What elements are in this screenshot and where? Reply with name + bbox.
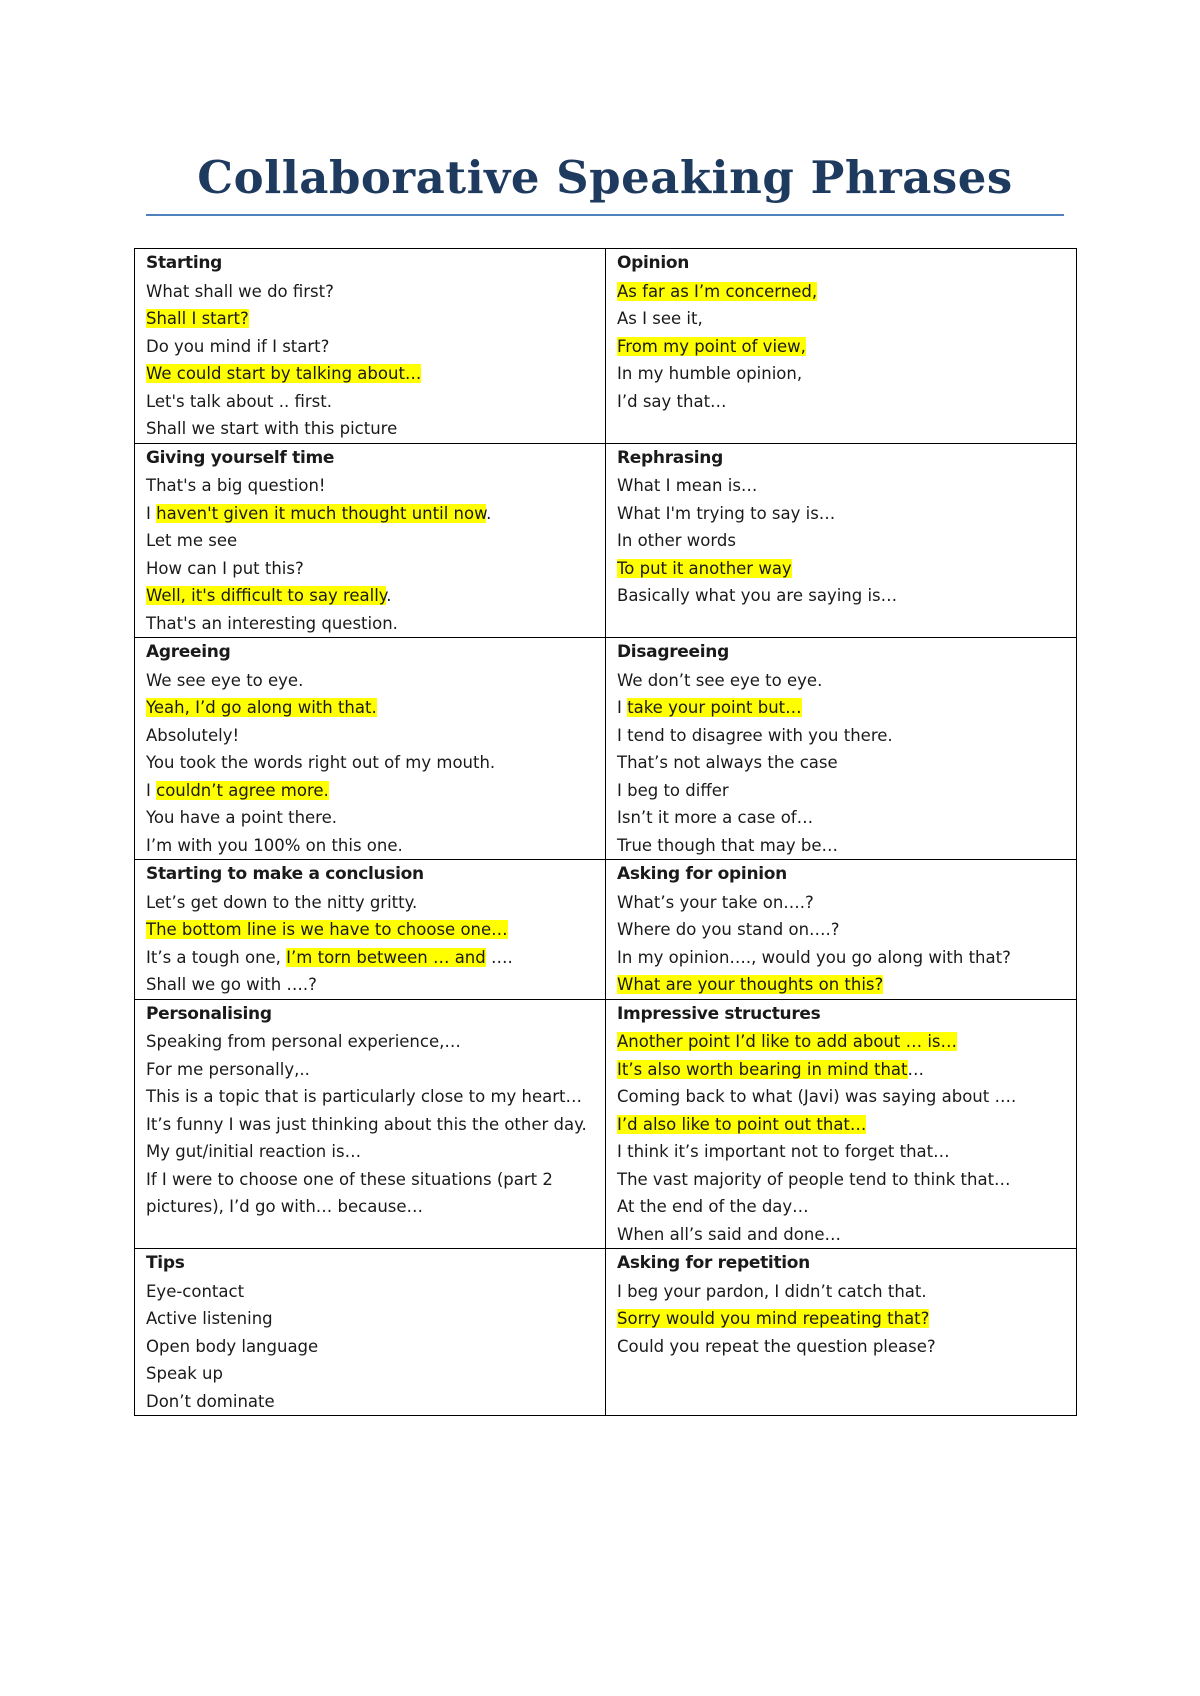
highlighted-phrase: Another point I’d like to add about … is… bbox=[617, 1032, 958, 1051]
phrase-line bbox=[617, 527, 1067, 555]
highlighted-phrase: What are your thoughts on this? bbox=[617, 975, 884, 994]
phrase-line bbox=[146, 278, 596, 306]
phrase-line bbox=[617, 971, 1067, 999]
highlighted-phrase: We could start by talking about… bbox=[146, 364, 422, 383]
phrase-line bbox=[146, 1138, 596, 1166]
phrase-line bbox=[617, 500, 1067, 528]
phrase-line bbox=[617, 1221, 1067, 1249]
phrase-text: The vast majority of people tend to think that… bbox=[617, 1169, 1011, 1189]
phrase-text: Basically what you are saying is… bbox=[617, 586, 898, 605]
phrase-text: What’s your take on….? bbox=[617, 892, 814, 912]
phrase-text: For me personally,.. bbox=[146, 1059, 310, 1079]
phrase-line bbox=[146, 360, 596, 388]
section-heading: Personalising bbox=[146, 1003, 272, 1024]
phrase-text: Speak up bbox=[146, 1364, 223, 1383]
phrase-line bbox=[146, 1083, 596, 1111]
phrase-line bbox=[617, 1056, 1067, 1084]
phrase-text: I bbox=[146, 503, 157, 523]
table-row bbox=[135, 443, 1077, 638]
phrase-text: When all’s said and done… bbox=[617, 1224, 841, 1244]
phrase-line bbox=[146, 1333, 596, 1361]
phrase-line bbox=[617, 555, 1067, 583]
highlighted-phrase: take your point but… bbox=[627, 698, 802, 717]
phrase-line bbox=[146, 1166, 596, 1221]
phrase-text: Isn’t it more a case of… bbox=[617, 808, 814, 827]
phrase-line bbox=[617, 1278, 1067, 1306]
table-row bbox=[135, 638, 1077, 860]
phrase-line bbox=[146, 555, 596, 583]
phrase-text: …. bbox=[485, 947, 513, 967]
phrase-text: It’s funny I was just thinking about this the other day. bbox=[146, 1114, 587, 1134]
highlighted-phrase: As far as I’m concerned, bbox=[617, 281, 818, 301]
phrase-text: How can I put this? bbox=[146, 558, 304, 578]
highlighted-phrase: couldn’t agree more. bbox=[156, 780, 329, 800]
phrase-text: We don’t see eye to eye. bbox=[617, 670, 823, 690]
section-heading: Opinion bbox=[617, 253, 690, 273]
phrase-text: In my humble opinion, bbox=[617, 364, 803, 383]
phrase-text: If I were to choose one of these situations (part 2 pictures), I’d go with… because… bbox=[146, 1169, 553, 1216]
section-cell-impressive-structures bbox=[606, 999, 1077, 1249]
phrase-text: Do you mind if I start? bbox=[146, 336, 330, 356]
phrase-line bbox=[146, 610, 596, 638]
section-heading: Asking for repetition bbox=[617, 1253, 810, 1273]
phrase-line bbox=[617, 278, 1067, 306]
phrase-line bbox=[146, 832, 596, 860]
phrase-line bbox=[146, 500, 596, 528]
phrase-line bbox=[146, 667, 596, 695]
highlighted-phrase: Yeah, I’d go along with that. bbox=[146, 698, 377, 717]
phrase-text: What I mean is… bbox=[617, 476, 758, 495]
phrase-text: You took the words right out of my mouth. bbox=[146, 753, 496, 772]
phrase-text: Don’t dominate bbox=[146, 1391, 275, 1411]
section-cell-agreeing bbox=[135, 638, 606, 860]
phrase-text: Where do you stand on….? bbox=[617, 920, 840, 939]
phrase-line bbox=[617, 1333, 1067, 1361]
phrase-line bbox=[617, 1111, 1067, 1139]
section-heading: Asking for opinion bbox=[617, 864, 787, 884]
phrase-line bbox=[617, 472, 1067, 500]
highlighted-phrase: To put it another way bbox=[617, 558, 792, 578]
phrase-line bbox=[617, 1305, 1067, 1333]
phrase-text: Let's talk about .. first. bbox=[146, 391, 332, 411]
phrase-text: In my opinion…., would you go along with that? bbox=[617, 947, 1011, 967]
table-row bbox=[135, 249, 1077, 444]
phrase-text: I bbox=[617, 698, 628, 717]
phrase-line bbox=[617, 1028, 1067, 1056]
phrase-text: I bbox=[146, 780, 157, 800]
phrase-text: You have a point there. bbox=[146, 808, 337, 827]
phrase-text: I beg to differ bbox=[617, 780, 729, 800]
phrase-text: Absolutely! bbox=[146, 725, 240, 745]
phrase-line bbox=[146, 777, 596, 805]
phrase-line bbox=[617, 388, 1067, 416]
phrase-text: It’s a tough one, bbox=[146, 947, 287, 967]
section-heading: Rephrasing bbox=[617, 447, 723, 468]
phrase-line bbox=[146, 1388, 596, 1416]
phrase-line bbox=[146, 722, 596, 750]
phrase-line bbox=[146, 415, 596, 443]
section-cell-rephrasing bbox=[606, 443, 1077, 638]
section-heading: Agreeing bbox=[146, 642, 231, 662]
phrase-text: … bbox=[907, 1059, 925, 1079]
phrase-text: I beg your pardon, I didn’t catch that. bbox=[617, 1281, 927, 1301]
section-cell-opinion bbox=[606, 249, 1077, 444]
phrase-line bbox=[617, 944, 1067, 972]
phrase-text: Shall we start with this picture bbox=[146, 419, 398, 438]
section-cell-asking-for-repetition bbox=[606, 1249, 1077, 1416]
phrase-line bbox=[146, 582, 596, 610]
phrase-text: Open body language bbox=[146, 1336, 319, 1356]
section-heading: Starting to make a conclusion bbox=[146, 864, 424, 884]
phrase-line bbox=[617, 1083, 1067, 1111]
phrase-line bbox=[146, 388, 596, 416]
phrase-line bbox=[617, 749, 1067, 777]
phrase-line bbox=[617, 1193, 1067, 1221]
section-heading: Tips bbox=[146, 1253, 185, 1273]
phrase-line bbox=[146, 1278, 596, 1306]
section-heading: Impressive structures bbox=[617, 1003, 821, 1024]
phrase-line bbox=[146, 333, 596, 361]
phrase-line bbox=[146, 749, 596, 777]
phrase-text: Could you repeat the question please? bbox=[617, 1336, 936, 1356]
table-row bbox=[135, 999, 1077, 1249]
phrase-line bbox=[617, 1138, 1067, 1166]
phrase-line bbox=[617, 889, 1067, 917]
phrase-text: Speaking from personal experience,… bbox=[146, 1032, 461, 1051]
phrase-line bbox=[617, 305, 1067, 333]
phrase-text: As I see it, bbox=[617, 309, 703, 328]
section-cell-disagreeing bbox=[606, 638, 1077, 860]
phrase-text: Shall we go with ….? bbox=[146, 975, 317, 994]
phrase-line bbox=[617, 1166, 1067, 1194]
phrase-line bbox=[617, 667, 1067, 695]
highlighted-phrase: From my point of view, bbox=[617, 336, 806, 356]
phrase-line bbox=[617, 722, 1067, 750]
phrase-text: That's an interesting question. bbox=[146, 613, 398, 633]
section-cell-tips bbox=[135, 1249, 606, 1416]
phrase-line bbox=[146, 804, 596, 832]
phrase-line bbox=[146, 527, 596, 555]
phrase-text: True though that may be… bbox=[617, 835, 839, 855]
highlighted-phrase: Shall I start? bbox=[146, 309, 249, 328]
phrase-line bbox=[146, 889, 596, 917]
phrase-line bbox=[617, 832, 1067, 860]
phrase-text: We see eye to eye. bbox=[146, 670, 304, 690]
phrase-line bbox=[146, 1056, 596, 1084]
phrase-line bbox=[146, 305, 596, 333]
phrase-line bbox=[617, 804, 1067, 832]
phrase-line bbox=[146, 1111, 596, 1139]
phrase-text: . bbox=[386, 586, 392, 605]
title-underline bbox=[146, 214, 1064, 216]
phrase-line bbox=[146, 944, 596, 972]
highlighted-phrase: I’m torn between … and bbox=[286, 947, 486, 967]
phrase-text: What I'm trying to say is… bbox=[617, 503, 836, 523]
section-cell-asking-for-opinion bbox=[606, 860, 1077, 1000]
phrase-text: What shall we do first? bbox=[146, 281, 334, 301]
section-heading: Starting bbox=[146, 253, 223, 273]
phrase-line bbox=[146, 1305, 596, 1333]
section-heading: Disagreeing bbox=[617, 642, 729, 662]
phrase-line bbox=[146, 694, 596, 722]
phrase-text: At the end of the day… bbox=[617, 1197, 809, 1216]
phrases-table-body bbox=[135, 249, 1077, 1416]
phrase-text: That’s not always the case bbox=[617, 753, 838, 772]
phrases-table bbox=[134, 248, 1077, 1416]
phrase-text: Eye-contact bbox=[146, 1281, 245, 1301]
phrase-line bbox=[146, 472, 596, 500]
section-cell-starting bbox=[135, 249, 606, 444]
phrase-text: That's a big question! bbox=[146, 476, 326, 495]
phrase-line bbox=[146, 971, 596, 999]
section-cell-giving-yourself-time bbox=[135, 443, 606, 638]
highlighted-phrase: The bottom line is we have to choose one… bbox=[146, 920, 508, 939]
section-cell-starting-to-make-a-conclusion bbox=[135, 860, 606, 1000]
phrase-text: I tend to disagree with you there. bbox=[617, 725, 893, 745]
phrase-text: I’m with you 100% on this one. bbox=[146, 835, 403, 855]
section-cell-personalising bbox=[135, 999, 606, 1249]
phrase-line bbox=[617, 916, 1067, 944]
phrase-text: This is a topic that is particularly close to my heart… bbox=[146, 1087, 582, 1106]
phrase-line bbox=[617, 777, 1067, 805]
phrase-text: Let’s get down to the nitty gritty. bbox=[146, 892, 418, 912]
phrase-line bbox=[617, 582, 1067, 610]
highlighted-phrase: Sorry would you mind repeating that? bbox=[617, 1309, 930, 1328]
phrase-line bbox=[617, 333, 1067, 361]
phrase-line bbox=[146, 916, 596, 944]
phrase-line bbox=[617, 360, 1067, 388]
highlighted-phrase: haven't given it much thought until now bbox=[156, 503, 487, 523]
table-row bbox=[135, 1249, 1077, 1416]
phrase-text: Coming back to what (Javi) was saying about …. bbox=[617, 1087, 1017, 1106]
phrase-line bbox=[617, 694, 1067, 722]
page-title: Collaborative Speaking Phrases bbox=[197, 151, 1013, 204]
phrase-line bbox=[146, 1360, 596, 1388]
phrase-text: Active listening bbox=[146, 1309, 273, 1328]
highlighted-phrase: It’s also worth bearing in mind that bbox=[617, 1059, 908, 1079]
phrase-text: . bbox=[486, 503, 492, 523]
phrase-line bbox=[146, 1028, 596, 1056]
phrase-text: My gut/initial reaction is… bbox=[146, 1142, 362, 1161]
phrase-text: I think it’s important not to forget that… bbox=[617, 1142, 950, 1161]
phrase-text: I’d say that… bbox=[617, 391, 727, 411]
highlighted-phrase: Well, it's difficult to say really bbox=[146, 586, 387, 605]
phrase-text: Let me see bbox=[146, 531, 238, 550]
highlighted-phrase: I’d also like to point out that… bbox=[617, 1114, 867, 1134]
section-heading: Giving yourself time bbox=[146, 447, 335, 468]
table-row bbox=[135, 860, 1077, 1000]
phrase-text: In other words bbox=[617, 531, 736, 550]
